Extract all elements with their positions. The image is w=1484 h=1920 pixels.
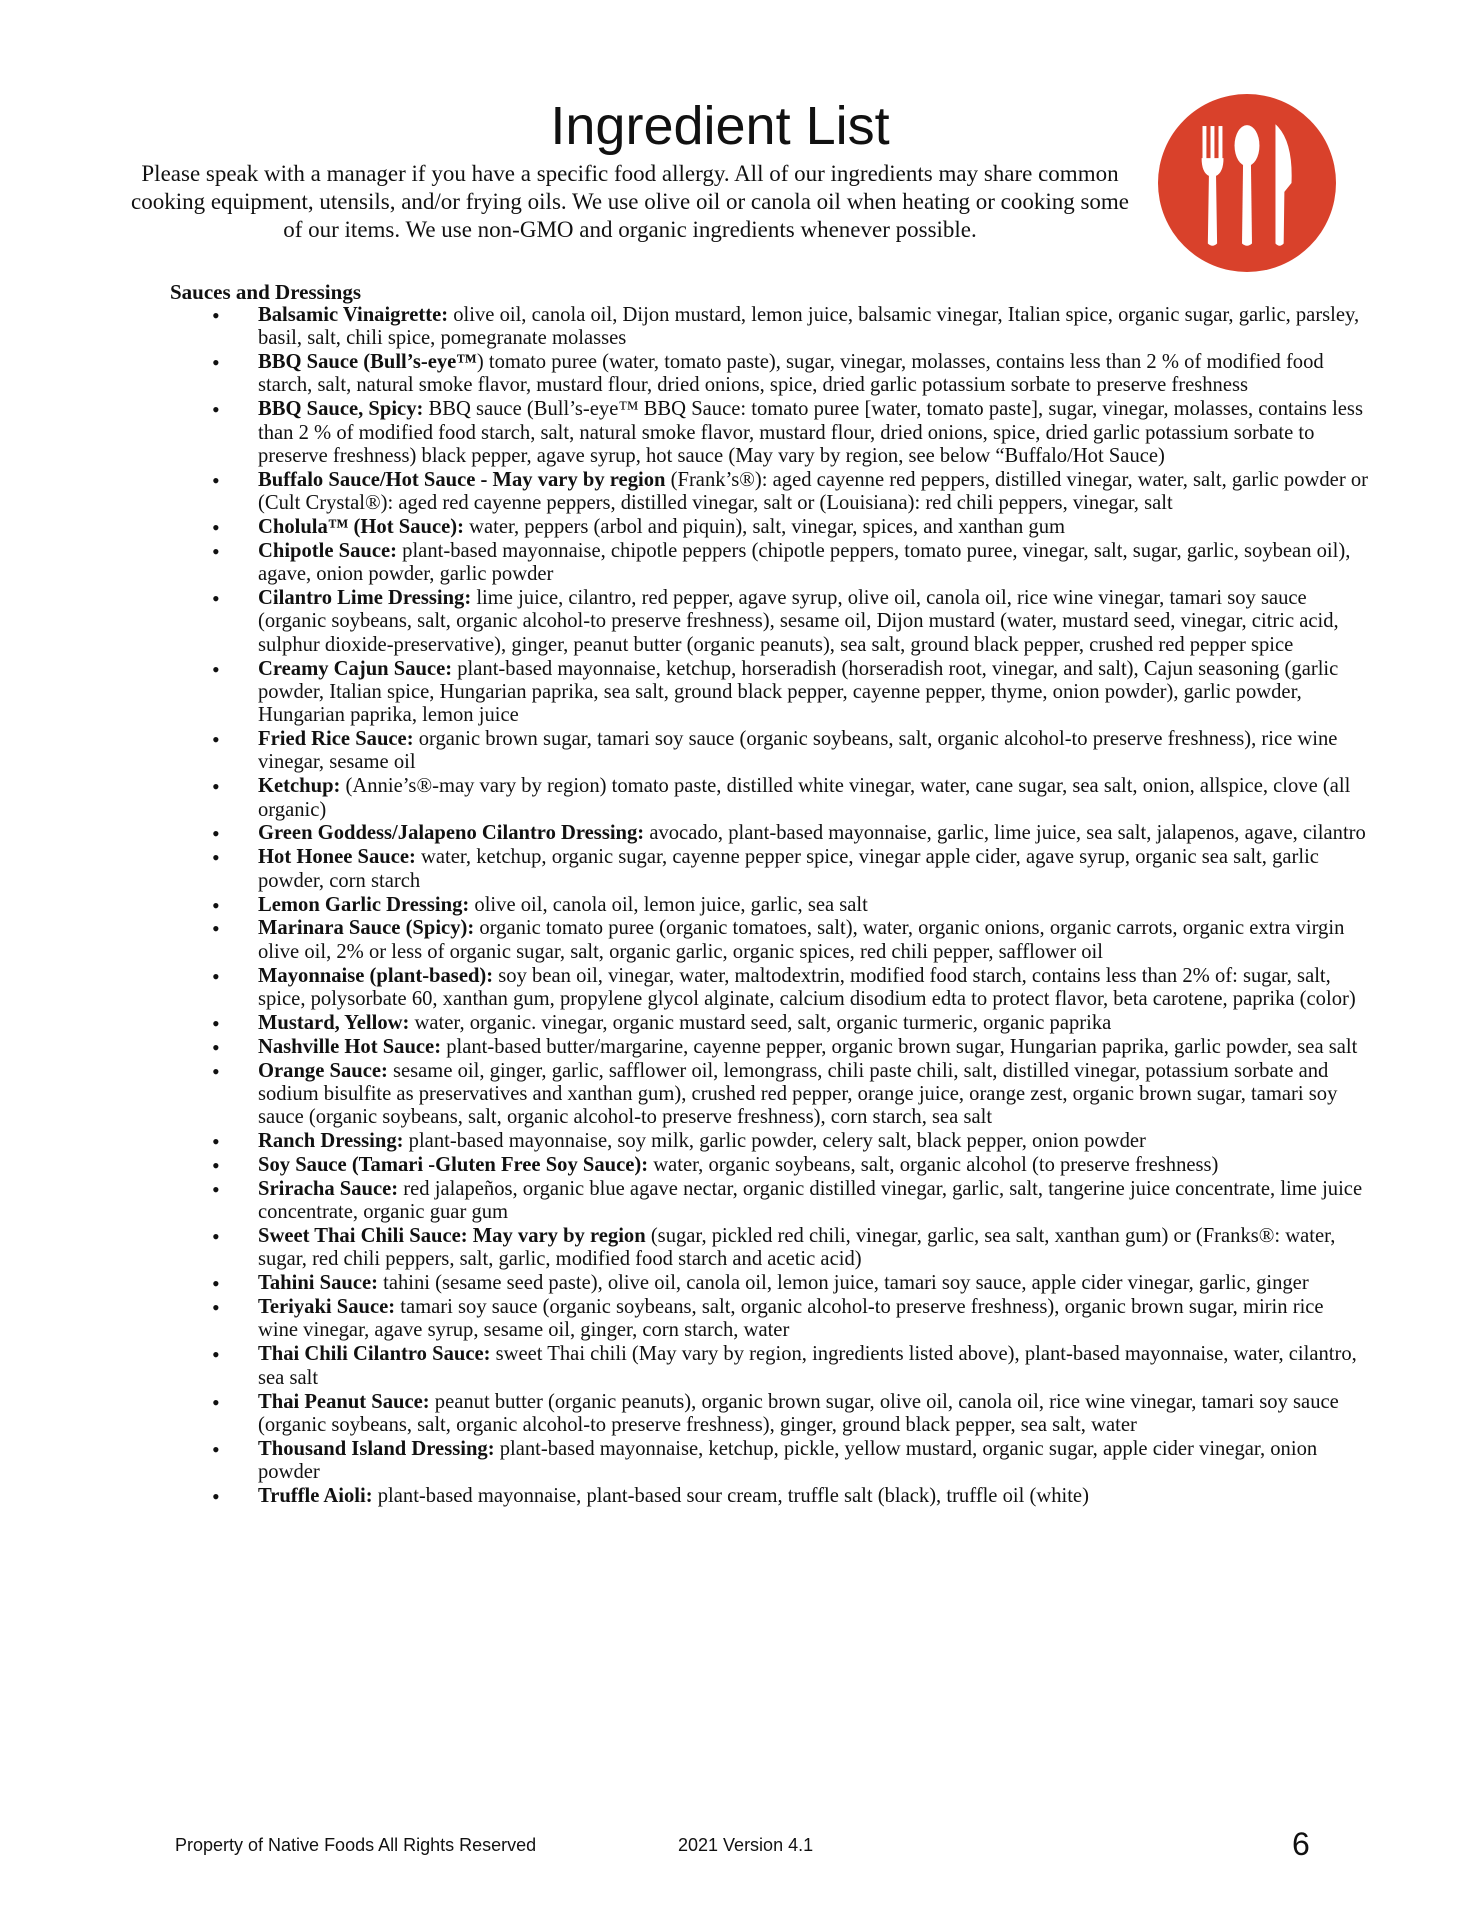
ingredient-description: olive oil, canola oil, Dijon mustard, lemon juice, balsamic vinegar, Italian spice, organic sugar, garlic, parsley, basil, salt, chili spice, pomegranate molasses	[258, 304, 1360, 350]
ingredient-name: Chipotle Sauce:	[258, 539, 398, 562]
ingredient-name: Ranch Dressing:	[258, 1130, 404, 1153]
ingredient-description: soy bean oil, vinegar, water, maltodextrin, modified food starch, contains less than 2% of: sugar, salt, spice, polysorbate 60, xanthan gum, propylene glycol alginate, calcium disodium edta to protect flavor, beta carotene, paprika (color)	[258, 964, 1356, 1010]
ingredient-description: ) tomato puree (water, tomato paste), sugar, vinegar, molasses, contains less than 2 % of modified food starch, salt, natural smoke flavor, mustard flour, dried onions, spice, dried garlic potassium sorbate to preserve freshness	[258, 351, 1324, 397]
ingredient-description: water, organic. vinegar, organic mustard seed, salt, organic turmeric, organic paprika	[409, 1011, 1112, 1034]
list-item	[208, 1060, 1368, 1130]
list-item	[208, 1130, 1368, 1153]
list-item	[208, 1154, 1368, 1177]
ingredient-name: BBQ Sauce, Spicy:	[258, 398, 424, 421]
allergy-notice: Please speak with a manager if you have a specific food allergy. All of our ingredients may share common cooking equipment, utensils, and/or frying oils. We use olive oil or canola oil when heating or cooking some of our items. We use non-GMO and organic ingredients whenever possible.	[130, 161, 1130, 242]
list-item	[208, 917, 1368, 964]
list-item	[208, 775, 1368, 822]
ingredient-description: olive oil, canola oil, lemon juice, garlic, sea salt	[469, 893, 868, 916]
list-item	[208, 728, 1368, 775]
list-item	[208, 540, 1368, 587]
ingredient-name: Creamy Cajun Sauce:	[258, 657, 453, 680]
ingredient-name: Thai Chili Cilantro Sauce:	[258, 1343, 491, 1366]
ingredient-name: Nashville Hot Sauce:	[258, 1035, 442, 1058]
ingredient-name: Sweet Thai Chili Sauce: May vary by region	[258, 1225, 646, 1248]
list-item	[208, 846, 1368, 893]
page-number: 6	[1292, 1826, 1310, 1862]
ingredient-name: Thousand Island Dressing:	[258, 1437, 495, 1460]
ingredient-description: (Frank’s®): aged cayenne red peppers, distilled vinegar, water, salt, garlic powder or (Cult Crystal®): aged red cayenne peppers, distilled vinegar, salt or (Louisiana): red chili peppers, vinegar, salt	[258, 468, 1368, 515]
ingredient-name: Hot Honee Sauce:	[258, 846, 416, 869]
ingredient-name: Green Goddess/Jalapeno Cilantro Dressing:	[258, 822, 645, 845]
list-item	[208, 1343, 1368, 1390]
ingredient-description: plant-based mayonnaise, soy milk, garlic powder, celery salt, black pepper, onion powder	[403, 1130, 1146, 1153]
footer-version: 2021 Version 4.1	[678, 1835, 814, 1855]
list-item	[208, 1391, 1368, 1438]
list-item	[208, 1438, 1368, 1485]
ingredient-description: water, ketchup, organic sugar, cayenne pepper spice, vinegar apple cider, agave syrup, organic sea salt, garlic powder, corn starch	[258, 846, 1319, 892]
ingredient-name: Truffle Aioli:	[258, 1484, 373, 1507]
list-item	[208, 1012, 1368, 1035]
ingredient-name: Marinara Sauce (Spicy):	[258, 917, 475, 940]
ingredient-description: (sugar, pickled red chili, vinegar, garlic, sea salt, xanthan gum) or (Franks®: water, sugar, red chili peppers, salt, garlic, modified food starch and acetic acid)	[258, 1225, 1336, 1271]
fork-spoon-knife-icon	[1158, 94, 1336, 272]
ingredient-description: plant-based mayonnaise, ketchup, horseradish (horseradish root, vinegar, and salt), Cajun seasoning (garlic powder, Italian spice, Hungarian paprika, sea salt, ground black pepper, cayenne pepper, thyme, onion powder), garlic powder, Hungarian paprika, lemon juice	[258, 657, 1339, 727]
section-heading: Sauces and Dressings	[170, 280, 361, 304]
ingredient-description: water, organic soybeans, salt, organic alcohol (to preserve freshness)	[648, 1153, 1219, 1176]
ingredient-description: organic tomato puree (organic tomatoes, salt), water, organic onions, organic carrots, organic extra virgin olive oil, 2% or less of organic sugar, salt, organic garlic, organic spices, red chili pepper, safflower oil	[258, 917, 1345, 963]
list-item	[208, 822, 1368, 845]
list-item	[208, 516, 1368, 539]
ingredient-description: sesame oil, ginger, garlic, safflower oil, lemongrass, chili paste chili, salt, distilled vinegar, potassium sorbate and sodium bisulfite as preservatives and xanthan gum), crushed red pepper, orange juice, orange zest, organic brown sugar, tamari soy sauce (organic soybeans, salt, organic alcohol-to preserve freshness), corn starch, sea salt	[258, 1059, 1338, 1129]
list-item	[208, 1036, 1368, 1059]
list-item	[208, 1296, 1368, 1343]
ingredient-description: red jalapeños, organic blue agave nectar, organic distilled vinegar, garlic, salt, tangerine juice concentrate, lime juice concentrate, organic guar gum	[258, 1177, 1363, 1224]
ingredient-name: Lemon Garlic Dressing:	[258, 893, 470, 916]
list-item	[208, 965, 1368, 1012]
list-item	[208, 587, 1368, 657]
list-item	[208, 1485, 1368, 1508]
ingredient-name: Soy Sauce (Tamari -Gluten Free Soy Sauce):	[258, 1153, 649, 1176]
ingredient-name: Orange Sauce:	[258, 1059, 388, 1082]
ingredient-name: Fried Rice Sauce:	[258, 728, 414, 751]
list-item	[208, 1178, 1368, 1225]
page-title: Ingredient List	[550, 96, 890, 156]
list-item	[208, 658, 1368, 728]
ingredient-description: plant-based mayonnaise, chipotle peppers (chipotle peppers, tomato puree, vinegar, salt, sugar, garlic, soybean oil), agave, onion powder, garlic powder	[258, 539, 1351, 586]
list-item	[208, 351, 1368, 398]
ingredient-name: Balsamic Vinaigrette:	[258, 304, 449, 326]
ingredient-name: Cilantro Lime Dressing:	[258, 587, 472, 610]
list-item	[208, 398, 1368, 468]
ingredient-name: Buffalo Sauce/Hot Sauce - May vary by region	[258, 468, 666, 491]
list-item	[208, 469, 1368, 516]
list-item	[208, 1272, 1368, 1295]
ingredient-name: Tahini Sauce:	[258, 1272, 378, 1295]
ingredient-name: Mayonnaise (plant-based):	[258, 964, 494, 987]
ingredient-description: avocado, plant-based mayonnaise, garlic, lime juice, sea salt, jalapenos, agave, cilantro	[644, 822, 1366, 845]
ingredient-description: tahini (sesame seed paste), olive oil, canola oil, lemon juice, tamari soy sauce, apple cider vinegar, garlic, ginger	[377, 1272, 1309, 1295]
list-item	[208, 894, 1368, 917]
ingredient-description: plant-based mayonnaise, ketchup, pickle, yellow mustard, organic sugar, apple cider vinegar, onion powder	[258, 1437, 1318, 1483]
footer-rights: Property of Native Foods All Rights Reserved	[175, 1835, 537, 1855]
ingredient-name: Thai Peanut Sauce:	[258, 1390, 430, 1413]
ingredient-description: (Annie’s®-may vary by region) tomato paste, distilled white vinegar, water, cane sugar, sea salt, onion, allspice, clove (all organic)	[258, 775, 1351, 821]
ingredient-description: peanut butter (organic peanuts), organic brown sugar, olive oil, canola oil, rice wine vinegar, tamari soy sauce (organic soybeans, salt, organic alcohol-to preserve freshness), ginger, ground black pepper, sea salt, water	[258, 1390, 1339, 1436]
list-item	[208, 304, 1368, 351]
ingredient-description: water, peppers (arbol and piquin), salt, vinegar, spices, and xanthan gum	[463, 516, 1066, 539]
ingredient-name: Cholula™ (Hot Sauce):	[258, 516, 464, 539]
ingredient-list	[208, 304, 1368, 1509]
ingredient-description: organic brown sugar, tamari soy sauce (organic soybeans, salt, organic alcohol-to preserve freshness), rice wine vinegar, sesame oil	[258, 728, 1338, 774]
ingredient-description: lime juice, cilantro, red pepper, agave syrup, olive oil, canola oil, rice wine vinegar, tamari soy sauce (organic soybeans, salt, organic alcohol-to preserve freshness), sesame oil, Dijon mustard (water, mustard seed, vinegar, citric acid, sulphur dioxide-preservative), ginger, peanut butter (organic peanuts), sea salt, ground black pepper, crushed red pepper spice	[258, 587, 1339, 656]
ingredient-name: BBQ Sauce (Bull’s-eye™	[258, 351, 477, 374]
ingredient-name: Ketchup:	[258, 775, 341, 798]
ingredient-description: plant-based mayonnaise, plant-based sour cream, truffle salt (black), truffle oil (white)	[372, 1484, 1089, 1507]
list-item	[208, 1225, 1368, 1272]
ingredient-name: Mustard, Yellow:	[258, 1011, 410, 1034]
ingredient-description: sweet Thai chili (May vary by region, ingredients listed above), plant-based mayonnaise, water, cilantro, sea salt	[258, 1343, 1357, 1389]
ingredient-description: plant-based butter/margarine, cayenne pepper, organic brown sugar, Hungarian paprika, garlic powder, sea salt	[441, 1035, 1358, 1058]
ingredient-name: Sriracha Sauce:	[258, 1177, 399, 1200]
ingredient-description: BBQ sauce (Bull’s-eye™ BBQ Sauce: tomato puree [water, tomato paste], sugar, vinegar, molasses, contains less than 2 % of modified food starch, salt, natural smoke flavor, mustard flour, dried onions, spice, dried garlic potassium sorbate to preserve freshness) black pepper, agave syrup, hot sauce (May vary by region, see below “Buffalo/Hot Sauce)	[258, 398, 1363, 467]
ingredient-name: Teriyaki Sauce:	[258, 1296, 396, 1319]
ingredient-description: tamari soy sauce (organic soybeans, salt, organic alcohol-to preserve freshness), organic brown sugar, mirin rice wine vinegar, agave syrup, sesame oil, ginger, corn starch, water	[258, 1296, 1324, 1342]
